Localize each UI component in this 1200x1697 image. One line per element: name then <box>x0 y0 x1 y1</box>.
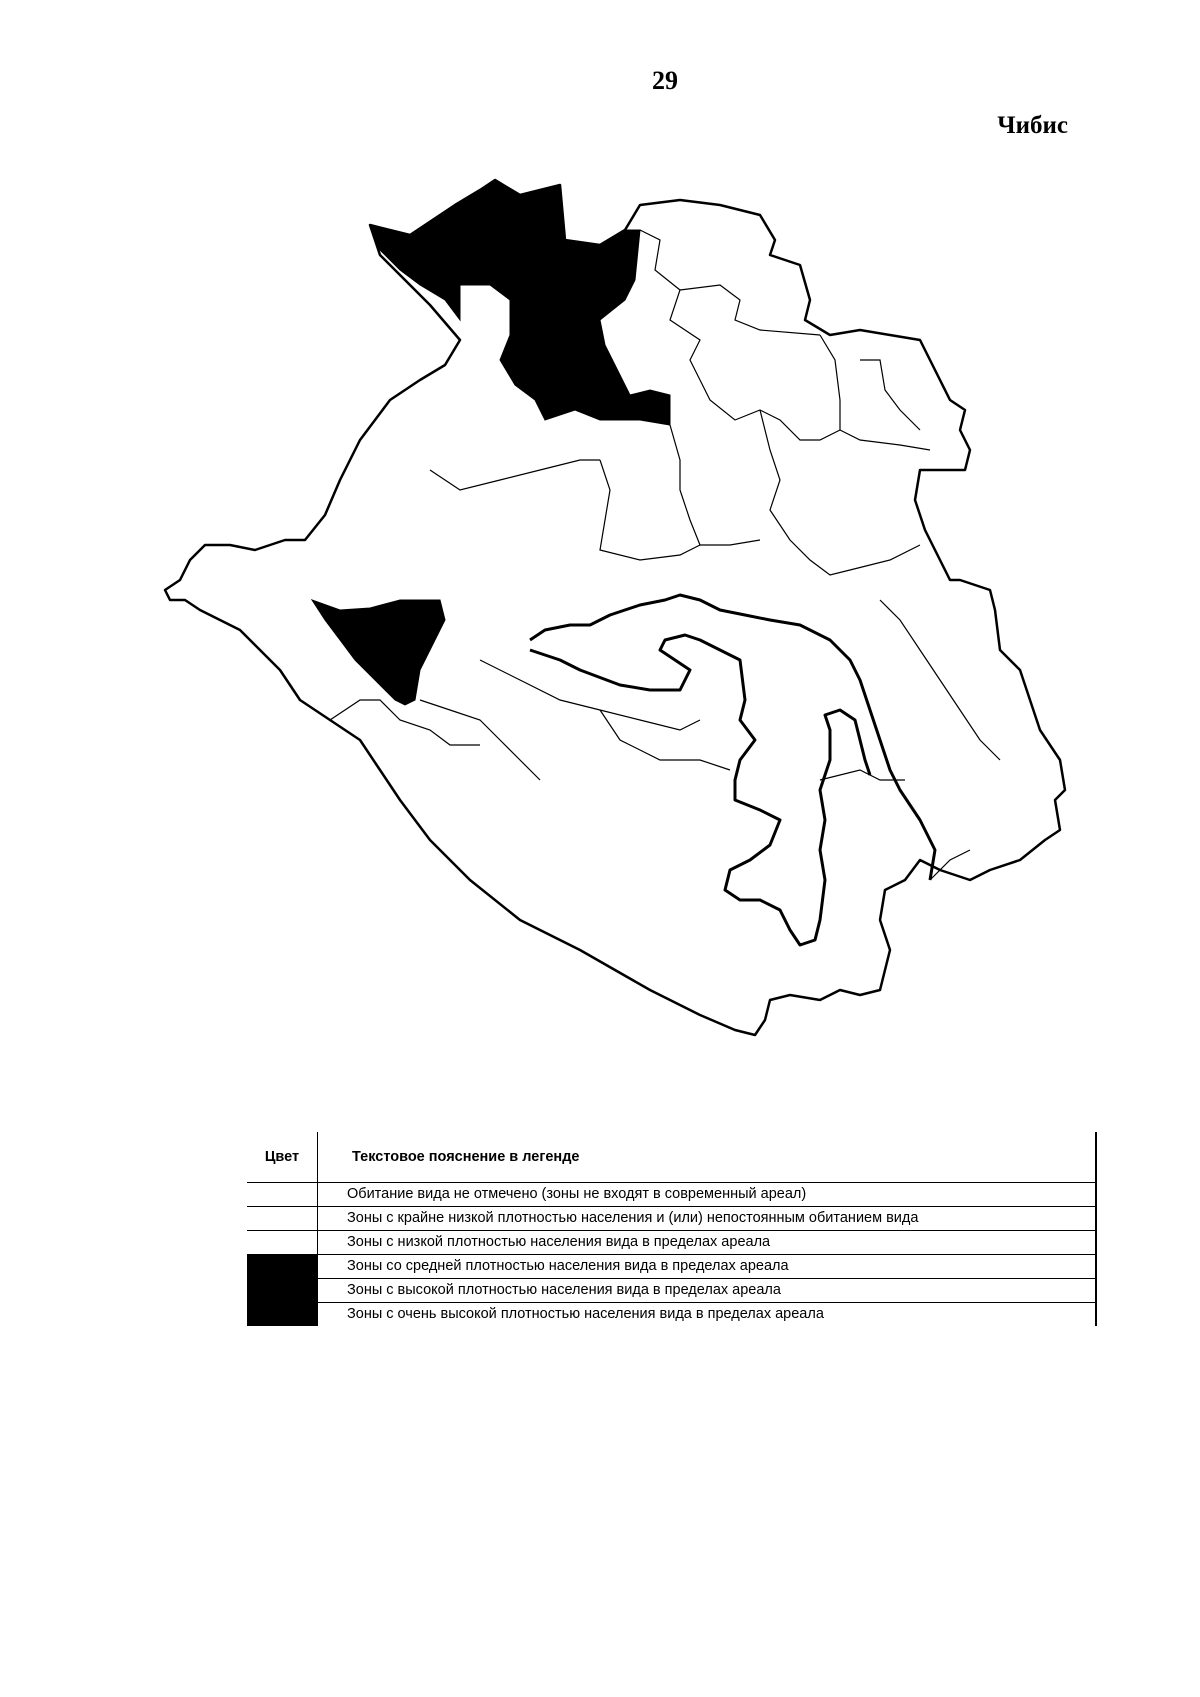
legend-row <box>247 1255 1096 1279</box>
legend-row-text: Зоны с крайне низкой плотностью населения и (или) непостоянным обитанием вида <box>318 1207 1097 1231</box>
legend-row-text: Зоны с очень высокой плотностью населения вида в пределах ареала <box>318 1303 1097 1327</box>
legend-row-text: Обитание вида не отмечено (зоны не входят в современный ареал) <box>318 1183 1097 1207</box>
legend-row <box>247 1231 1096 1255</box>
legend-swatch <box>247 1183 318 1207</box>
legend-table <box>247 1132 1097 1326</box>
legend-swatch <box>247 1303 318 1327</box>
legend-header-color: Цвет <box>247 1132 318 1183</box>
legend-swatch <box>247 1207 318 1231</box>
legend-row <box>247 1207 1096 1231</box>
legend-swatch <box>247 1231 318 1255</box>
legend-row <box>247 1183 1096 1207</box>
page-number: 29 <box>652 66 678 95</box>
legend-row-text: Зоны со средней плотностью населения вида в пределах ареала <box>318 1255 1097 1279</box>
legend-swatch <box>247 1255 318 1279</box>
species-title: Чибис <box>997 112 1068 139</box>
legend-row <box>247 1279 1096 1303</box>
legend-row <box>247 1303 1096 1327</box>
legend-header-text: Текстовое пояснение в легенде <box>318 1132 1097 1183</box>
region-map <box>160 170 1080 1050</box>
legend-row-text: Зоны с высокой плотностью населения вида в пределах ареала <box>318 1279 1097 1303</box>
legend-header <box>247 1132 1096 1183</box>
legend-row-text: Зоны с низкой плотностью населения вида в пределах ареала <box>318 1231 1097 1255</box>
legend-swatch <box>247 1279 318 1303</box>
